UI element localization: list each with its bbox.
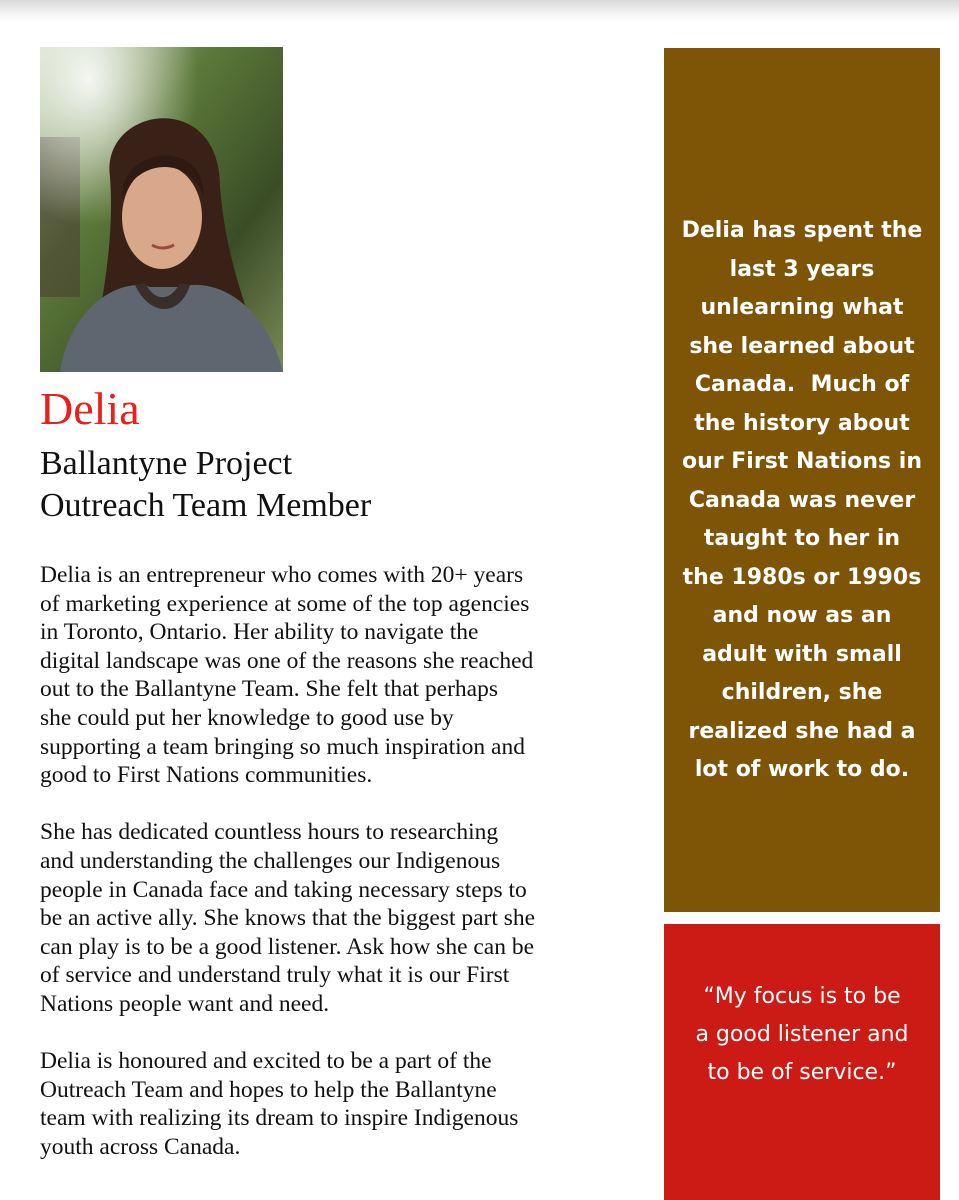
bio-line: Outreach Team and hopes to help the Ballantyne — [40, 1076, 497, 1103]
bio-line: Nations people want and need. — [40, 990, 330, 1017]
sidebar-line: last 3 years — [729, 256, 875, 282]
quote-line: “My focus is to be — [703, 984, 901, 1009]
sidebar-line: Canada. Much of — [694, 372, 910, 397]
bio-line: team with realizing its dream to inspire Indigenous — [40, 1105, 519, 1132]
bio-line: and understanding the challenges our Indigenous — [40, 847, 501, 874]
sidebar-line: Canada was never — [688, 487, 916, 513]
sidebar-callout — [664, 48, 940, 912]
quote-line: a good listener and — [695, 1022, 909, 1047]
sidebar-line: taught to her in — [703, 526, 901, 551]
bio-line: youth across Canada. — [40, 1133, 241, 1160]
bio-line: be an active ally. She knows that the biggest part she — [40, 905, 536, 932]
sidebar-line: and now as an — [712, 603, 892, 628]
sidebar-line: she learned about — [689, 333, 915, 359]
quote-text — [664, 978, 940, 1092]
bio-paragraph — [40, 1047, 640, 1161]
bio-line: good to First Nations communities. — [40, 762, 373, 789]
sidebar-line: realized she had a — [688, 718, 916, 744]
sidebar-line: lot of work to do. — [694, 757, 910, 782]
bio-line: digital landscape was one of the reasons she reached — [40, 647, 534, 674]
bio-line: she could put her knowledge to good use by — [40, 704, 454, 731]
bio-line: of service and understand truly what it is our First — [40, 962, 510, 989]
role-line: Outreach Team Member — [40, 487, 372, 524]
bio-line: in Toronto, Ontario. Her ability to navigate the — [40, 619, 479, 646]
bio-line: supporting a team bringing so much inspiration and — [40, 733, 525, 760]
bio-line: can play is to be a good listener. Ask how she can be — [40, 933, 535, 960]
bio-line: Delia is an entrepreneur who comes with 20+ years — [40, 562, 524, 588]
sidebar-line: the 1980s or 1990s — [682, 564, 922, 590]
bio-line: out to the Ballantyne Team. She felt that perhaps — [40, 676, 499, 703]
sidebar-line: our First Nations in — [681, 449, 923, 474]
sidebar-line: Delia has spent the — [681, 218, 923, 243]
profile-photo — [40, 47, 283, 372]
bio-paragraph — [40, 818, 640, 1018]
person-name: Delia — [40, 383, 140, 434]
role-title — [40, 443, 371, 527]
sidebar-text — [664, 212, 940, 790]
bio-line: of marketing experience at some of the top agencies — [40, 590, 530, 617]
top-shade — [0, 0, 959, 22]
sidebar-line: unlearning what — [700, 295, 904, 320]
quote-callout — [664, 924, 940, 1200]
role-line: Ballantyne Project — [40, 445, 293, 482]
bio-text — [40, 561, 640, 1190]
quote-line: to be of service.” — [707, 1060, 897, 1085]
bio-line: Delia is honoured and excited to be a part of the — [40, 1048, 492, 1075]
sidebar-line: children, she — [721, 680, 883, 705]
sidebar-line: the history about — [694, 410, 910, 436]
bio-line: people in Canada face and taking necessary steps to — [40, 876, 527, 903]
sidebar-line: adult with small — [702, 641, 902, 667]
bio-paragraph — [40, 561, 640, 790]
bio-line: She has dedicated countless hours to researching — [40, 819, 499, 846]
